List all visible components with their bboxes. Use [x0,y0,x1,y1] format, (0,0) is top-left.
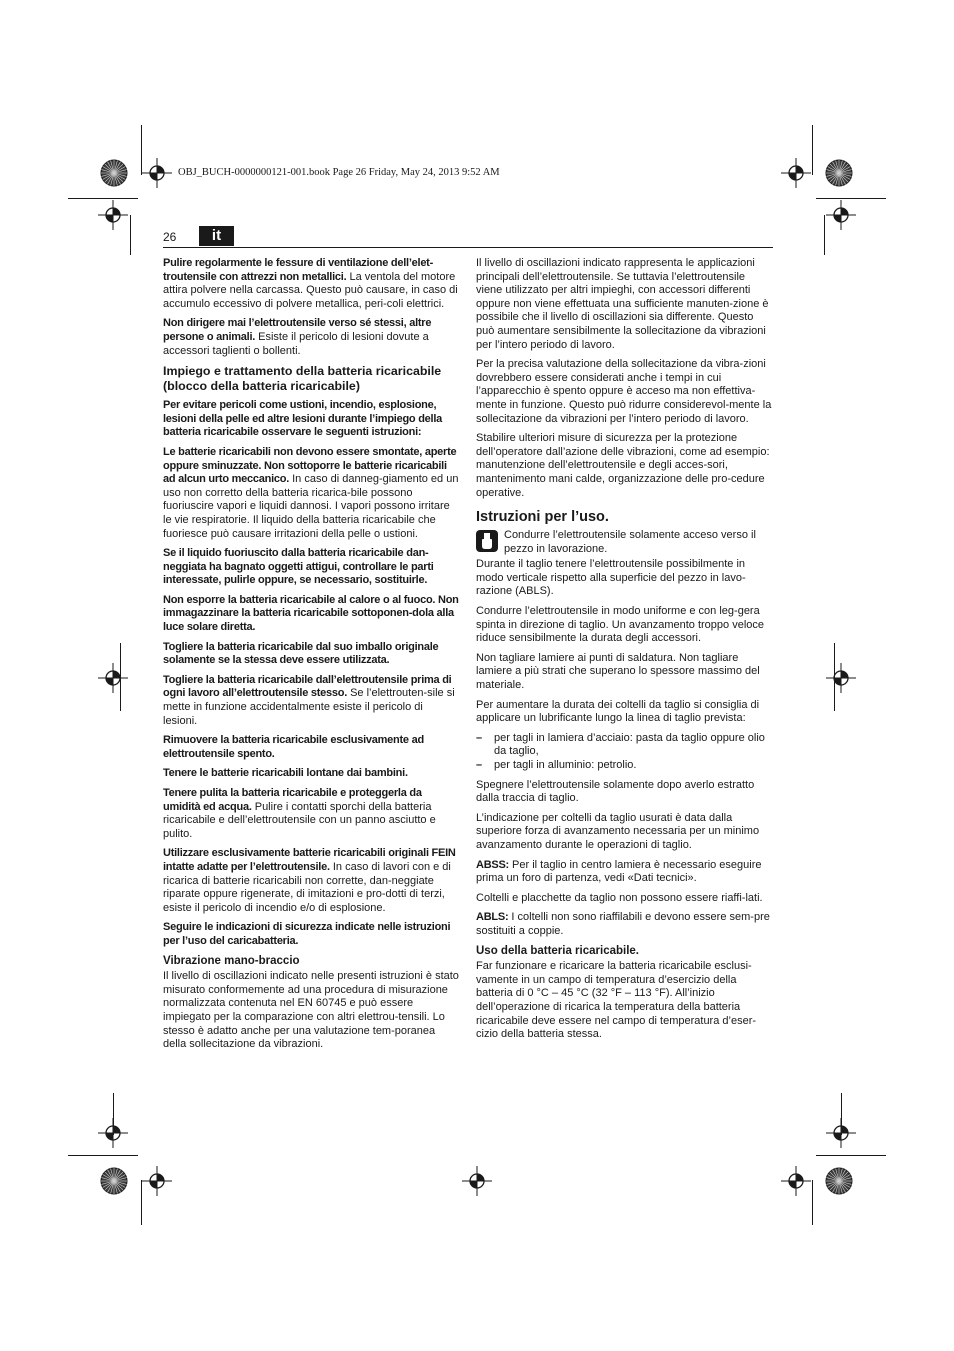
crop-mark-line [130,215,131,255]
paragraph: Il livello di oscillazioni indicato rappresenta le applicazioni principali dell’elettroutensile. Se tuttavia l’elettroutensile viene utilizzato per altri impieghi, con accessori differenti oppure non viene effettuata una sufficiente manuten-zione è possibile che il livello di oscillazioni sia differente. Questo può aumentare sensibilmente la sollecitazione da vibrazioni per l’intero periodo di lavoro. [476,257,769,351]
section-heading-vibration: Vibrazione mano-braccio [163,954,300,967]
crop-mark-line [841,1093,842,1135]
paragraph: Il livello di oscillazioni indicato nelle presenti istruzioni è stato misurato conformemente ad una procedura di misurazione normalizzata contenuta nel EN 60745 e può essere impiegato per la comparazione con altri elettrou-tensili. Lo stesso è adatto anche per una valutazione tem-poranea della sollecitazione da vibrazioni. [163,970,459,1051]
crop-mark-line [812,125,813,175]
file-info-line: OBJ_BUCH-0000000121-001.book Page 26 Friday, May 24, 2013 9:52 AM [178,167,500,178]
crop-mark-line [141,1180,142,1225]
crop-mark-line [120,643,121,711]
crop-mark-line [816,198,886,199]
starburst-target-icon [825,159,853,187]
paragraph: ABSS: Per il taglio in centro lamiera è necessario eseguire prima un foro di partenza, vedi «Dati tecnici». [476,858,762,885]
crosshair-icon [98,663,128,693]
crosshair-icon [142,1166,172,1196]
list-item: – per tagli in alluminio: petrolio. [476,759,772,773]
crosshair-icon [98,200,128,230]
section-heading-battery: Impiego e trattamento della batteria ricaricabile (blocco della batteria ricaricabile) [163,364,442,393]
crosshair-icon [826,663,856,693]
starburst-target-icon [100,159,128,187]
paragraph: Per evitare pericoli come ustioni, incendio, esplosione, lesioni della pelle ed altre lesioni durante l’impiego della batteria ricaricabile osservare le seguenti istruzioni: [163,399,443,439]
starburst-target-icon [825,1167,853,1195]
paragraph: Coltelli e placchette da taglio non possono essere riaffi-lati. [476,891,763,904]
crop-mark-line [824,215,825,255]
starburst-target-icon [100,1167,128,1195]
paragraph: Le batterie ricaricabili non devono essere smontate, aperte oppure sminuzzate. Non sottoporre le batterie ricaricabili ad alcun urto meccanico. In caso di danneg-giamento ed un uso non corretto della batteria ricarica-bile possono fuoriuscire vapori e liquidi dannosi. I vapori possono irritare le vie respiratorie. Il liquido della batteria ricaricabile che fuoriesce può causare irritazioni della pelle o ustioni. [163,445,459,540]
crosshair-icon [142,158,172,188]
paragraph: L’indicazione per coltelli da taglio usurati è data dalla superiore forza di avanzamento necessaria per un minimo avanzamento durante le operazioni di taglio. [476,811,760,851]
section-heading-battery-use: Uso della batteria ricaricabile. [476,944,639,957]
paragraph: Per la precisa valutazione della sollecitazione da vibra-zioni dovrebbero essere considerati anche i tempi in cui l’apparecchio è spento oppure è acceso ma non effettiva-mente in funzione. Questo può ridurre considerevol-mente la sollecitazione da vibrazioni per l’intero periodo di lavoro. [476,358,772,425]
paragraph: Pulire regolarmente le fessure di ventilazione dell’elet-troutensile con attrezzi non metallici. La ventola del motore attira polvere nella carcassa. Questo può causare, in caso di accumulo eccessivo di polvere metallica, peri-coli elettrici. [163,257,458,310]
paragraph: Spegnere l’elettroutensile solamente dopo averlo estratto dalla traccia di taglio. [476,778,755,805]
paragraph: Durante il taglio tenere l’elettroutensile possibilmente in modo verticale rispetto alla superficie del pezzo in lavo-razione (ABLS). [476,558,746,598]
crop-mark-line [816,1155,886,1156]
paragraph: Togliere la batteria ricaricabile dal suo imballo originale solamente se la stessa deve essere utilizzata. [163,640,439,667]
paragraph: Rimuovere la batteria ricaricabile esclusivamente ad elettroutensile spento. [163,734,424,760]
right-column [476,257,772,1048]
paragraph: Tenere le batterie ricaricabili lontane dai bambini. [163,767,408,780]
paragraph: Condurre l’elettroutensile in modo uniforme e con leg-gera spinta in direzione di taglio. Un avanzamento troppo veloce riduce sensibilmente la durata degli accessori. [476,605,765,645]
crop-mark-line [834,643,835,711]
paragraph: Non dirigere mai l’elettroutensile verso sé stessi, altre persone o animali. Esiste il pericolo di lesioni dovute a accessori taglienti o bollenti. [163,317,432,357]
crosshair-icon [781,158,811,188]
hand-holding-tool-icon [476,530,498,552]
left-column [163,257,459,1058]
paragraph: Togliere la batteria ricaricabile dall’elettroutensile prima di ogni lavoro all’elettroutensile stesso. Se l’elettrouten-sile si mette in funzione accidentalmente esiste il pericolo di lesioni. [163,673,455,727]
paragraph: ABLS: I coltelli non sono riaffilabili e devono essere sem-pre sostituiti a coppie. [476,911,770,937]
paragraph: Tenere pulita la batteria ricaricabile e proteggerla da umidità ed acqua. Pulire i contatti sporchi della batteria ricaricabile e dell’elettroutensile con un panno asciutto e pulito. [163,787,436,840]
paragraph: Non esporre la batteria ricaricabile al calore o al fuoco. Non immagazzinare la batteria ricaricabile sottoponen-dola alla luce solare diretta. [163,593,459,634]
crop-mark-line [812,1180,813,1225]
paragraph: Se il liquido fuoriuscito dalla batteria ricaricabile dan-neggiata ha bagnato oggetti attigui, controllare le parti interessate, pulirle oppure, se necessario, sostituirle. [163,547,434,587]
paragraph: Non tagliare lamiere ai punti di saldatura. Non tagliare lamiere a più strati che superano lo spessore massimo del materiale. [476,651,760,692]
paragraph: Per aumentare la durata dei coltelli da taglio si consiglia di applicare un lubrificante lungo la linea di taglio prevista: [476,698,760,725]
header-rule [163,247,773,248]
lubricant-list [476,732,772,773]
paragraph: Stabilire ulteriori misure di sicurezza per la protezione dell’operatore dall’azione delle vibrazioni, come ad esempio: manutenzione dell’elettroutensile e degli acces-sori, mantenimento mani calde, organizzazione delle pro-cedure operative. [476,432,770,499]
crop-mark-line [113,1093,114,1135]
note-text: Condurre l’elettroutensile solamente acceso verso il pezzo in lavorazione. [504,529,756,555]
crop-mark-line [141,125,142,175]
paragraph: Seguire le indicazioni di sicurezza indicate nelle istruzioni per l’uso del caricabatteria. [163,921,451,947]
language-tab: it [199,226,234,246]
crosshair-icon [781,1166,811,1196]
crop-mark-line [68,1155,138,1156]
note [476,529,772,556]
list-item: – per tagli in lamiera d’acciaio: pasta da taglio oppure olio da taglio, [476,732,772,759]
crop-mark-line [68,198,138,199]
section-heading-usage: Istruzioni per l’uso. [476,509,609,526]
crosshair-icon [462,1166,492,1196]
page-number: 26 [163,230,177,244]
crosshair-icon [826,200,856,230]
paragraph: Far funzionare e ricaricare la batteria ricaricabile esclusi-vamente in un campo di temperatura d’esercizio della batteria di 0 °C – 45 °C (32 °F – 113 °F). All’inizio dell’operazione di ricarica la temperatura della batteria ricaricabile deve essere nel campo di temperatura d’eser-cizio della batteria stessa. [476,960,757,1041]
paragraph: Utilizzare esclusivamente batterie ricaricabili originali FEIN intatte adatte per l’elettroutensile. In caso di lavori con e di ricarica di batterie ricaricabili non corrette, dan-neggiate riparate oppure rigenerate, di imitazioni e pro-dotti di terzi, esiste il pericolo di incendio e/o di esplosione. [163,847,456,914]
